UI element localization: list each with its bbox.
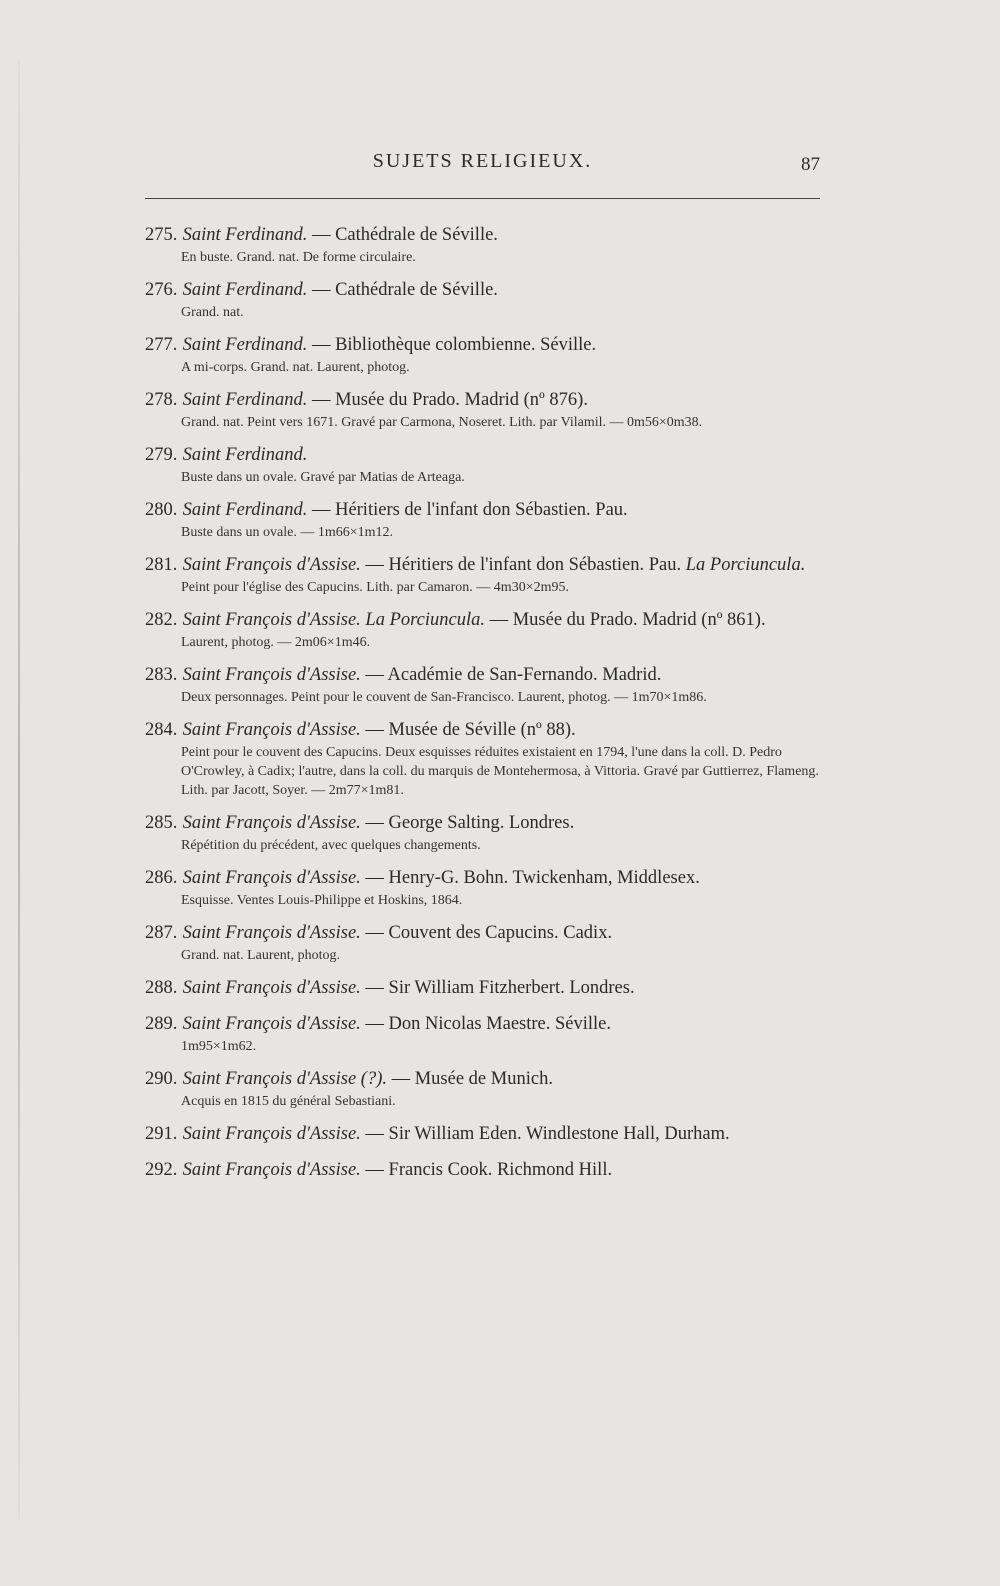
- entry-location: — Sir William Fitzherbert. Londres.: [365, 978, 635, 998]
- section-title: SUJETS RELIGIEUX.: [372, 150, 593, 172]
- entry-number: 283.: [145, 665, 178, 685]
- entry-subject: Saint François d'Assise.: [182, 1014, 361, 1034]
- entry-title-line: [145, 920, 820, 946]
- entry-subject: Saint François d'Assise.: [182, 923, 361, 943]
- entry-details: Esquisse. Ventes Louis-Philippe et Hoskins, 1864.: [181, 893, 463, 908]
- entry-subject: Saint François d'Assise.: [182, 978, 361, 998]
- entry-location: — Cathédrale de Séville.: [311, 225, 498, 245]
- entry-subject: Saint François d'Assise.: [182, 555, 361, 575]
- catalogue-entry: [145, 1066, 820, 1111]
- entry-subject: Saint François d'Assise (?).: [182, 1069, 387, 1089]
- entry-subject: Saint François d'Assise.: [182, 813, 361, 833]
- entry-number: 285.: [145, 813, 178, 833]
- catalogue-entry: [145, 332, 820, 377]
- entry-location: — Académie de San-Fernando. Madrid.: [365, 665, 662, 685]
- entry-number: 275.: [145, 225, 178, 245]
- entry-details: 1m95×1m62.: [181, 1039, 257, 1054]
- entry-number: 278.: [145, 390, 178, 410]
- entry-details: Deux personnages. Peint pour le couvent de San-Francisco. Laurent, photog. — 1m70×1m86.: [181, 690, 707, 705]
- entry-details: Grand. nat.: [181, 305, 244, 320]
- entry-details: A mi-corps. Grand. nat. Laurent, photog.: [181, 360, 410, 375]
- entry-subject: Saint Ferdinand.: [182, 280, 308, 300]
- entry-title-line: [145, 222, 820, 248]
- entry-location: — George Salting. Londres.: [365, 813, 575, 833]
- page-number: 87: [801, 154, 820, 175]
- entry-title-line: [145, 1157, 820, 1183]
- entry-number: 289.: [145, 1014, 178, 1034]
- entry-location: — Henry-G. Bohn. Twickenham, Middlesex.: [365, 868, 700, 888]
- entry-subject: Saint François d'Assise. La Porciuncula.: [182, 610, 485, 630]
- entry-title-line: [145, 975, 820, 1001]
- entry-title-line: [145, 865, 820, 891]
- entry-subject: Saint Ferdinand.: [182, 445, 308, 465]
- entry-details: En buste. Grand. nat. De forme circulaire.: [181, 250, 416, 265]
- catalogue-entry: [145, 277, 820, 322]
- entry-details: Acquis en 1815 du général Sebastiani.: [181, 1094, 396, 1109]
- entry-subject: Saint Ferdinand.: [182, 335, 308, 355]
- entry-location: — Musée de Séville (nº 88).: [365, 720, 576, 740]
- entry-details: Laurent, photog. — 2m06×1m46.: [181, 635, 371, 650]
- entry-title-line: [145, 810, 820, 836]
- entry-number: 286.: [145, 868, 178, 888]
- entry-location: — Couvent des Capucins. Cadix.: [365, 923, 613, 943]
- entry-location: — Musée du Prado. Madrid (nº 876).: [311, 390, 588, 410]
- entry-number: 288.: [145, 978, 178, 998]
- entry-details: Peint pour le couvent des Capucins. Deux esquisses réduites existaient en 1794, l'une dans la coll. D. Pedro O'Crowley, à Cadix; l'autre, dans la coll. du marquis de Montehermosa, à Vittoria. Gravé par Guttierrez, Flameng. Lith. par Jacott, Soyer. — 2m77×1m81.: [181, 745, 819, 798]
- entry-number: 292.: [145, 1160, 178, 1180]
- entry-details: Grand. nat. Laurent, photog.: [181, 948, 341, 963]
- entry-location: — Cathédrale de Séville.: [311, 280, 498, 300]
- entry-subject: Saint François d'Assise.: [182, 665, 361, 685]
- entry-number: 276.: [145, 280, 178, 300]
- catalogue-entry: [145, 717, 820, 800]
- entry-title-line: [145, 277, 820, 303]
- entry-number: 291.: [145, 1124, 178, 1144]
- entry-title-line: [145, 387, 820, 413]
- catalogue-entry: [145, 810, 820, 855]
- entry-subtitle: La Porciuncula.: [685, 555, 806, 575]
- entry-number: 290.: [145, 1069, 178, 1089]
- catalogue-entry: [145, 552, 820, 597]
- page-edge-shadow: [18, 60, 20, 1520]
- header-rule: [145, 198, 820, 199]
- entry-subject: Saint Ferdinand.: [182, 500, 308, 520]
- entry-location: — Héritiers de l'infant don Sébastien. Pau.: [311, 500, 628, 520]
- catalogue-entry: [145, 1011, 820, 1056]
- entry-details: Grand. nat. Peint vers 1671. Gravé par Carmona, Noseret. Lith. par Vilamil. — 0m56×0m38.: [181, 415, 703, 430]
- entry-title-line: [145, 1066, 820, 1092]
- catalogue-entries: [145, 222, 820, 1193]
- entry-location: — Musée du Prado. Madrid (nº 861).: [489, 610, 766, 630]
- entry-location: — Musée de Munich.: [391, 1069, 553, 1089]
- entry-details: Peint pour l'église des Capucins. Lith. par Camaron. — 4m30×2m95.: [181, 580, 569, 595]
- entry-subject: Saint Ferdinand.: [182, 225, 308, 245]
- entry-number: 280.: [145, 500, 178, 520]
- entry-subject: Saint François d'Assise.: [182, 1124, 361, 1144]
- entry-number: 287.: [145, 923, 178, 943]
- entry-title-line: [145, 332, 820, 358]
- catalogue-entry: [145, 865, 820, 910]
- entry-number: 284.: [145, 720, 178, 740]
- entry-number: 277.: [145, 335, 178, 355]
- catalogue-entry: [145, 387, 820, 432]
- entry-subject: Saint François d'Assise.: [182, 720, 361, 740]
- entry-number: 282.: [145, 610, 178, 630]
- entry-location: — Francis Cook. Richmond Hill.: [365, 1160, 613, 1180]
- catalogue-entry: [145, 920, 820, 965]
- entry-title-line: [145, 717, 820, 743]
- entry-subject: Saint François d'Assise.: [182, 868, 361, 888]
- catalogue-entry: [145, 1121, 820, 1147]
- entry-location: — Héritiers de l'infant don Sébastien. Pau.: [365, 555, 682, 575]
- running-header: [145, 150, 820, 190]
- entry-title-line: [145, 497, 820, 523]
- catalogue-entry: [145, 662, 820, 707]
- entry-details: Buste dans un ovale. Gravé par Matias de Arteaga.: [181, 470, 465, 485]
- catalogue-entry: [145, 975, 820, 1001]
- entry-number: 281.: [145, 555, 178, 575]
- catalogue-entry: [145, 442, 820, 487]
- catalogue-entry: [145, 607, 820, 652]
- entry-title-line: [145, 552, 820, 578]
- entry-title-line: [145, 1121, 820, 1147]
- entry-number: 279.: [145, 445, 178, 465]
- entry-title-line: [145, 1011, 820, 1037]
- entry-subject: Saint François d'Assise.: [182, 1160, 361, 1180]
- entry-title-line: [145, 442, 820, 468]
- entry-details: Répétition du précédent, avec quelques changements.: [181, 838, 481, 853]
- entry-location: — Bibliothèque colombienne. Séville.: [311, 335, 597, 355]
- entry-location: — Sir William Eden. Windlestone Hall, Durham.: [365, 1124, 730, 1144]
- catalogue-entry: [145, 222, 820, 267]
- entry-title-line: [145, 607, 820, 633]
- entry-subject: Saint Ferdinand.: [182, 390, 308, 410]
- catalogue-entry: [145, 1157, 820, 1183]
- entry-location: — Don Nicolas Maestre. Séville.: [365, 1014, 612, 1034]
- entry-title-line: [145, 662, 820, 688]
- catalogue-entry: [145, 497, 820, 542]
- entry-details: Buste dans un ovale. — 1m66×1m12.: [181, 525, 394, 540]
